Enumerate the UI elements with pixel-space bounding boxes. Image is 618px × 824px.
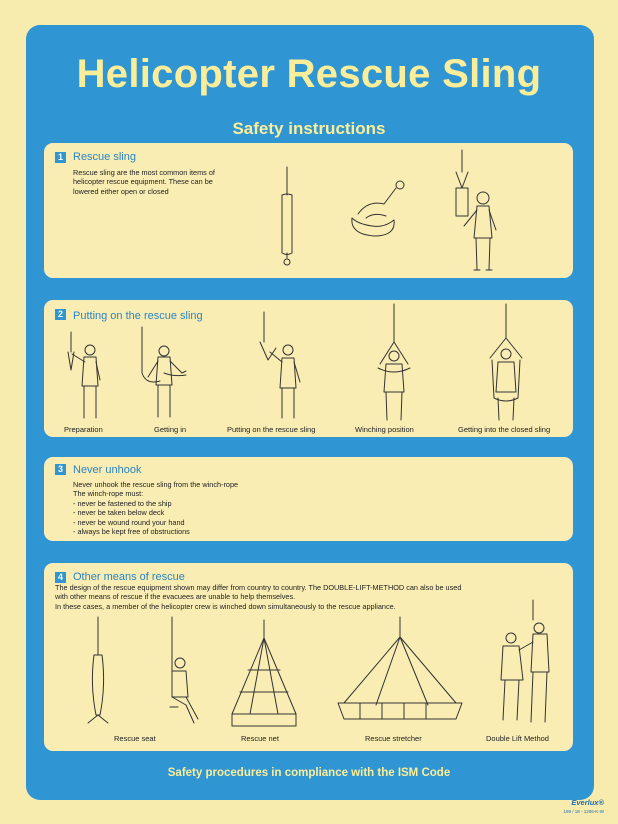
rescue-seat-illustration (78, 615, 118, 729)
body-line: - never be taken below deck (73, 508, 165, 518)
body-line: Rescue sling are the most common items of (73, 168, 215, 177)
rescue-stretcher-illustration (336, 615, 464, 727)
double-lift-illustration (489, 598, 559, 730)
caption-putting-on: Putting on the rescue sling (227, 425, 316, 434)
preparation-illustration (62, 330, 112, 422)
rescue-net-illustration (224, 618, 304, 730)
everlux-logo (571, 798, 604, 807)
closed-sling-entry-illustration (478, 302, 534, 422)
body-line: lowered either open or closed (73, 186, 169, 196)
body-line: - always be kept free of obstructions (73, 527, 190, 537)
caption-rescue-seat: Rescue seat (114, 734, 156, 743)
section-body (55, 583, 461, 611)
section-number: 3 (55, 464, 66, 475)
section-title: Putting on the rescue sling (73, 310, 203, 322)
section-body (73, 480, 238, 536)
caption-preparation: Preparation (64, 425, 103, 434)
body-line: helicopter rescue equipment. These can be (73, 177, 213, 187)
body-line: - never be fastened to the ship (73, 498, 172, 508)
section-title: Other means of rescue (73, 571, 185, 583)
body-line: with other means of rescue if the evacuees are unable to help themselves. (55, 592, 296, 602)
caption-rescue-net: Rescue net (241, 734, 279, 743)
section-rescue-sling (44, 143, 573, 278)
section-body (73, 168, 215, 196)
caption-rescue-stretcher: Rescue stretcher (365, 734, 422, 743)
body-line: The winch-rope must: (73, 489, 144, 499)
caption-closed-sling: Getting into the closed sling (458, 425, 551, 434)
section-other-means (44, 563, 573, 751)
caption-winching-position: Winching position (355, 425, 414, 434)
getting-in-illustration (134, 325, 194, 420)
body-line: In these cases, a member of the helicopter crew is winched down simultaneously to the rescue appliance. (55, 601, 396, 611)
caption-getting-in: Getting in (154, 425, 187, 434)
section-title: Never unhook (73, 464, 142, 476)
poster-subtitle: Safety instructions (232, 119, 386, 138)
section-putting-on (44, 300, 573, 437)
caption-double-lift: Double Lift Method (486, 734, 549, 743)
section-title: Rescue sling (73, 151, 136, 163)
person-on-seat-illustration (156, 615, 206, 731)
body-line: - never be wound round your hand (73, 517, 185, 527)
section-number: 1 (55, 152, 66, 163)
person-with-sling-illustration (452, 148, 512, 278)
closed-sling-illustration (272, 165, 302, 265)
brand-mark: ® (598, 798, 604, 807)
product-code: 199 / 18 - 1206-K-W (563, 809, 604, 814)
section-number: 4 (55, 572, 66, 583)
poster-footer: Safety procedures in compliance with the ISM Code (167, 767, 451, 779)
winching-position-illustration (366, 302, 422, 422)
brand-name: Everlux (571, 798, 599, 807)
putting-on-illustration (256, 310, 316, 420)
open-sling-illustration (344, 178, 414, 238)
body-line: Never unhook the rescue sling from the winch-rope (73, 480, 239, 489)
section-number: 2 (55, 309, 66, 320)
poster-title: Helicopter Rescue Sling (76, 52, 542, 96)
body-line: The design of the rescue equipment shown may differ from country to country. The DOUBLE-LIFT-METHOD can also be used (55, 583, 462, 592)
section-never-unhook (44, 457, 573, 541)
